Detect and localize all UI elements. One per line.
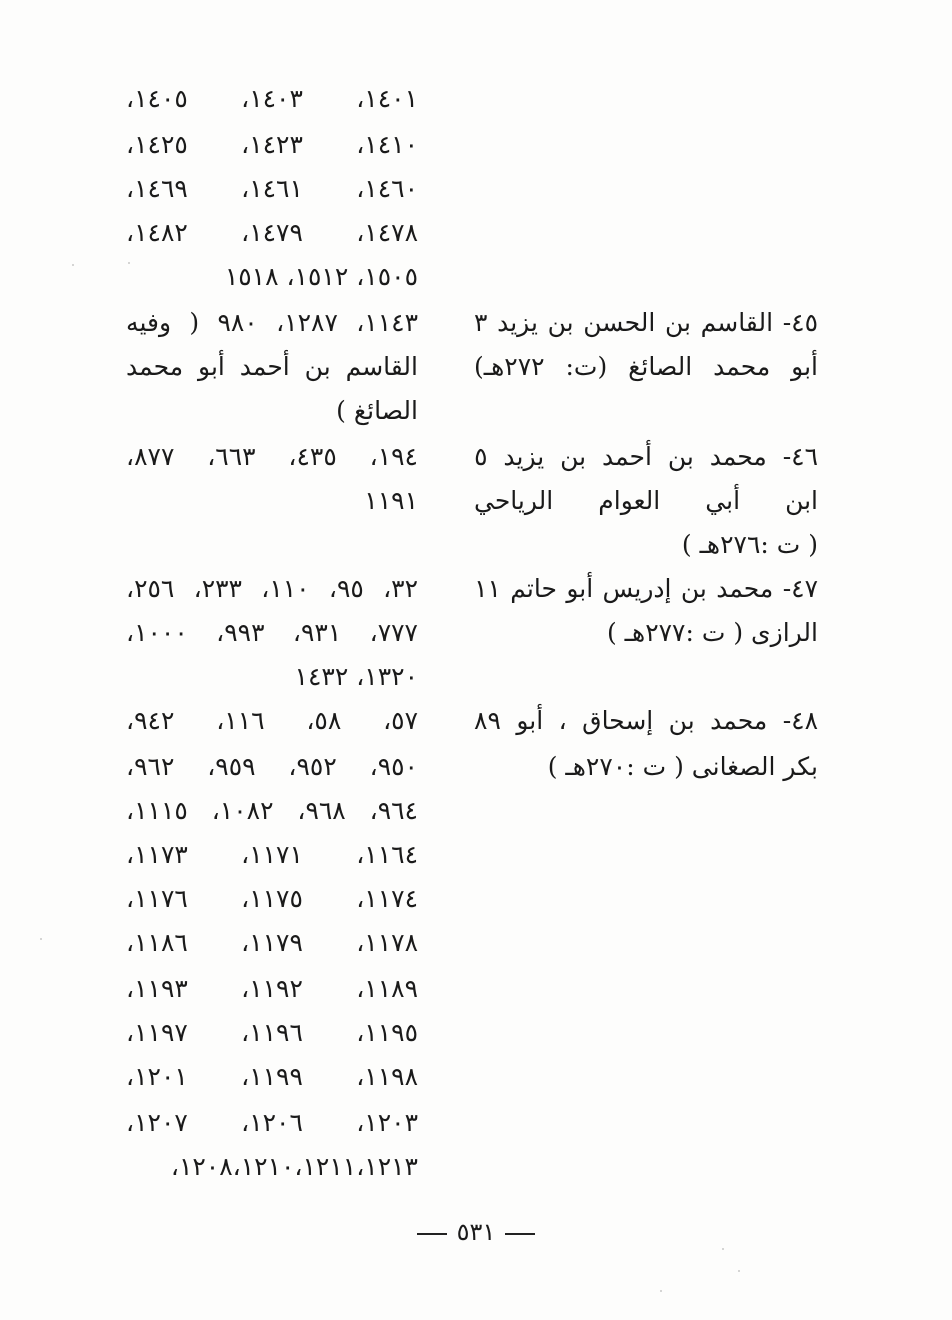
reference-line: ٩٦٤، ٩٦٨، ١٠٨٢، ١١١٥،	[126, 796, 418, 825]
reference-line: ١٤٦٠، ١٤٦١، ١٤٦٩،	[126, 174, 418, 203]
reference-line: القاسم بن أحمد أبو محمد	[126, 352, 418, 381]
reference-line: ١٤٧٨، ١٤٧٩، ١٤٨٢،	[126, 218, 418, 247]
footer-dash-left	[417, 1233, 447, 1235]
scan-speck	[40, 938, 42, 940]
entry-46-line-2: ابن أبي العوام الرياحي	[474, 486, 818, 515]
reference-line: ١٣٢٠، ١٤٣٢	[294, 662, 418, 691]
page-number: ٥٣١	[456, 1218, 496, 1246]
reference-line: ١١٧٤، ١١٧٥، ١١٧٦،	[126, 884, 418, 913]
reference-line: ٩٥٠، ٩٥٢، ٩٥٩، ٩٦٢،	[126, 752, 418, 781]
reference-line: ١٩٤، ٤٣٥، ٦٦٣، ٨٧٧،	[126, 442, 418, 471]
reference-line: ٣٢، ٩٥، ١١٠، ٢٣٣، ٢٥٦،	[126, 574, 418, 603]
entry-48-line-1: ٤٨- محمد بن إسحاق ، أبو ٨٩	[474, 706, 818, 735]
page-number-footer	[0, 1218, 952, 1246]
reference-line: ٧٧٧، ٩٣١، ٩٩٣، ١٠٠٠،	[126, 618, 418, 647]
scan-speck	[72, 264, 74, 266]
reference-line: ١١٩١	[364, 486, 418, 515]
reference-line: ١١٨٩، ١١٩٢، ١١٩٣،	[126, 974, 418, 1003]
reference-line: ١١٧٨، ١١٧٩، ١١٨٦،	[126, 928, 418, 957]
reference-line: ١٤٠١، ١٤٠٣، ١٤٠٥،	[126, 84, 418, 113]
scan-speck	[128, 262, 130, 264]
reference-line: ١٤١٠، ١٤٢٣، ١٤٢٥،	[126, 130, 418, 159]
reference-line: ١١٩٥، ١١٩٦، ١١٩٧،	[126, 1018, 418, 1047]
reference-line: ١٥٠٥، ١٥١٢، ١٥١٨	[224, 262, 418, 291]
entry-45-line-1: ٤٥- القاسم بن الحسن بن يزيد ٣	[474, 308, 818, 337]
entry-47-line-2: الرازى ( ت :٢٧٧هـ )	[606, 618, 818, 647]
entry-47-line-1: ٤٧- محمد بن إدريس أبو حاتم ١١	[474, 574, 818, 603]
reference-line: ١١٦٤، ١١٧١، ١١٧٣،	[126, 840, 418, 869]
scan-speck	[660, 1290, 662, 1292]
entry-48-line-2: بكر الصغانى ( ت :٢٧٠هـ )	[547, 752, 818, 781]
entry-46-line-3: ( ت :٢٧٦هـ )	[681, 530, 818, 559]
reference-line: ٥٧، ٥٨، ١١٦، ٩٤٢،	[126, 706, 418, 735]
reference-line: ١٢٠٣، ١٢٠٦، ١٢٠٧،	[126, 1108, 418, 1137]
scan-speck	[722, 1248, 724, 1250]
reference-line: ١٢٠٨،١٢١٠،١٢١١،١٢١٣،	[170, 1152, 418, 1181]
entry-46-line-1: ٤٦- محمد بن أحمد بن يزيد ٥	[474, 442, 818, 471]
reference-line: ١١٤٣، ١٢٨٧، ٩٨٠ ( وفيه	[126, 308, 418, 337]
reference-line: ١١٩٨، ١١٩٩، ١٢٠١،	[126, 1062, 418, 1091]
reference-line: الصائغ )	[336, 396, 418, 425]
scan-speck	[738, 1270, 740, 1272]
footer-dash-right	[505, 1233, 535, 1235]
entry-45-line-2: أبو محمد الصائغ (ت: ٢٧٢هـ)	[474, 352, 818, 381]
